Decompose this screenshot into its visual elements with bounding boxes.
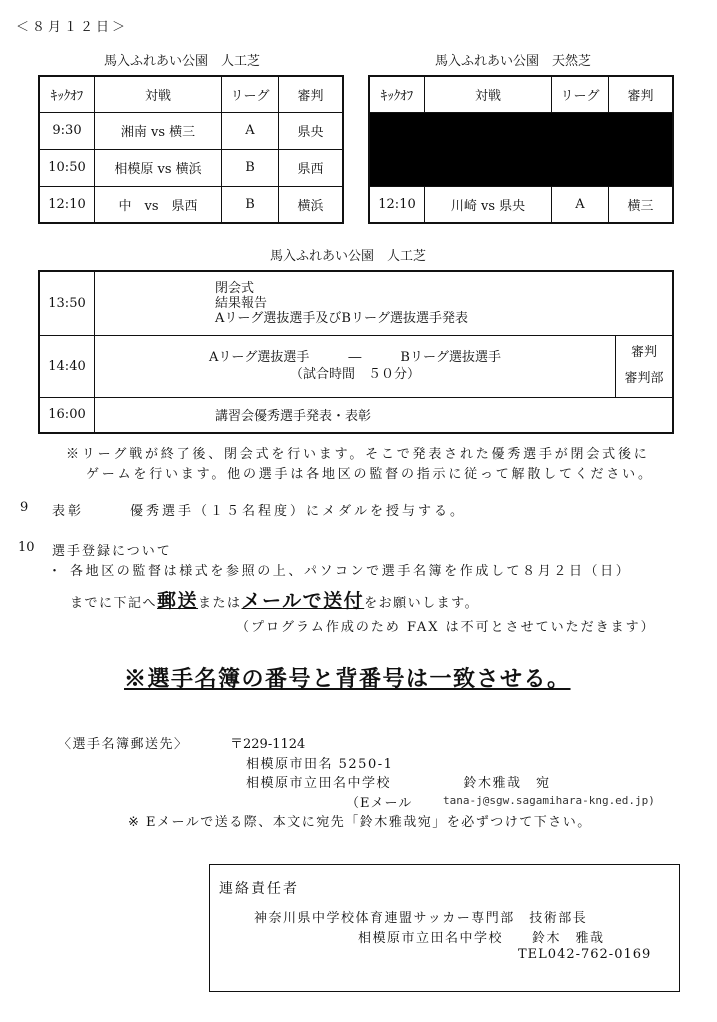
ceremony-time: 13:50 (39, 271, 95, 335)
ceremony-line: 結果報告 (215, 295, 268, 311)
all-star-match: Aリーグ選抜選手 ― Bリーグ選抜選手 (209, 350, 501, 365)
header-match: 対戦 (95, 76, 222, 112)
section9-number: 9 (20, 500, 29, 515)
match-duration: （試合時間 ５０分） (289, 367, 420, 382)
referee-label: 審判 (630, 345, 657, 360)
mail-emphasis: 郵送 (157, 590, 199, 612)
table-row (39, 397, 673, 433)
venue1-title: 馬入ふれあい公園 人工芝 (104, 54, 261, 69)
ceremony-line: Aリーグ選抜選手及びBリーグ選抜選手発表 (215, 310, 468, 326)
kickoff-time: 10:50 (39, 149, 95, 186)
header-referee: 審判 (609, 76, 674, 112)
match-cell: 中 vs 県西 (95, 186, 222, 223)
bullet: ・ (48, 564, 62, 579)
match-cell: 川崎 vs 県央 (425, 186, 552, 223)
header-league: リーグ (222, 76, 279, 112)
redacted-block (369, 112, 673, 186)
league-cell: A (552, 186, 609, 223)
table-row (39, 335, 673, 397)
referee-dept: 審判部 (624, 371, 664, 386)
referee-cell: 横三 (609, 186, 674, 223)
ceremony-time: 16:00 (39, 397, 95, 433)
match-cell: 湘南 vs 横三 (95, 112, 222, 149)
section10-title: 選手登録について (52, 544, 172, 559)
date-header: ＜８月１２日＞ (16, 20, 129, 35)
address-line1: 相模原市田名 5250-1 (246, 757, 394, 772)
referee-cell: 県央 (279, 112, 344, 149)
contact-line2: 相模原市立田名中学校 鈴木 雅哉 (358, 931, 605, 946)
contact-title: 連絡責任者 (219, 881, 299, 897)
table-row (39, 112, 343, 149)
postal-code: 〒229-1124 (230, 737, 306, 752)
ceremony-time: 14:40 (39, 335, 95, 397)
section9-title: 表彰 (52, 504, 85, 519)
referee-cell: 横浜 (279, 186, 344, 223)
schedule-table-natural (368, 75, 674, 224)
league-cell: B (222, 149, 279, 186)
email-label: （Eメール (346, 796, 413, 811)
table-row (369, 186, 673, 223)
header-referee: 審判 (279, 76, 344, 112)
email-address[interactable]: tana-j@sgw.sagamihara-kng.ed.jp) (443, 794, 655, 807)
league-cell: B (222, 186, 279, 223)
contact-tel: TEL042-762-0169 (518, 947, 652, 962)
league-note-line1: ※リーグ戦が終了後、閉会式を行います。そこで発表された優秀選手が閉会式後に (66, 447, 650, 462)
kickoff-time: 12:10 (39, 186, 95, 223)
table-row (39, 149, 343, 186)
line2-suffix: をお願いします。 (364, 596, 480, 611)
section10-line1: 各地区の監督は様式を参照の上、パソコンで選手名簿を作成して８月２日（日） (70, 564, 632, 579)
venue3-title: 馬入ふれあい公園 人工芝 (270, 249, 427, 264)
header-league: リーグ (552, 76, 609, 112)
ceremony-line: 閉会式 (215, 280, 255, 296)
contact-line1: 神奈川県中学校体育連盟サッカー専門部 技術部長 (254, 911, 588, 926)
section10-line2 (70, 586, 479, 613)
fax-note: （プログラム作成のため FAX は不可とさせていただきます） (236, 620, 656, 635)
league-cell: A (222, 112, 279, 149)
table-row (39, 271, 673, 335)
email-emphasis: メールで送付 (241, 590, 365, 612)
venue2-title: 馬入ふれあい公園 天然芝 (435, 54, 592, 69)
header-match: 対戦 (425, 76, 552, 112)
section9-text: 優秀選手（１５名程度）にメダルを授与する。 (130, 504, 467, 519)
ceremony-table (38, 270, 674, 434)
header-kickoff: ｷｯｸｵﾌ (369, 76, 425, 112)
kickoff-time: 12:10 (369, 186, 425, 223)
table-row (39, 186, 343, 223)
referee-cell: 県西 (279, 149, 344, 186)
kickoff-time: 9:30 (39, 112, 95, 149)
schedule-table-artificial (38, 75, 344, 224)
line2-or: または (198, 596, 242, 611)
league-note-line2: ゲームを行います。他の選手は各地区の監督の指示に従って解散してください。 (86, 467, 654, 482)
address-label: 〈選手名簿郵送先〉 (58, 737, 189, 752)
email-note: ※ Eメールで送る際、本文に宛先「鈴木雅哉宛」を必ずつけて下さい。 (128, 815, 592, 830)
section10-number: 10 (18, 540, 35, 555)
match-cell: 相模原 vs 横浜 (95, 149, 222, 186)
line2-prefix: までに下記へ (70, 596, 158, 611)
award-text: 講習会優秀選手発表・表彰 (95, 397, 674, 433)
header-kickoff: ｷｯｸｵﾌ (39, 76, 95, 112)
address-line2: 相模原市立田名中学校 鈴木雅哉 宛 (246, 776, 551, 791)
emphasis-note: ※選手名簿の番号と背番号は一致させる。 (124, 666, 571, 692)
